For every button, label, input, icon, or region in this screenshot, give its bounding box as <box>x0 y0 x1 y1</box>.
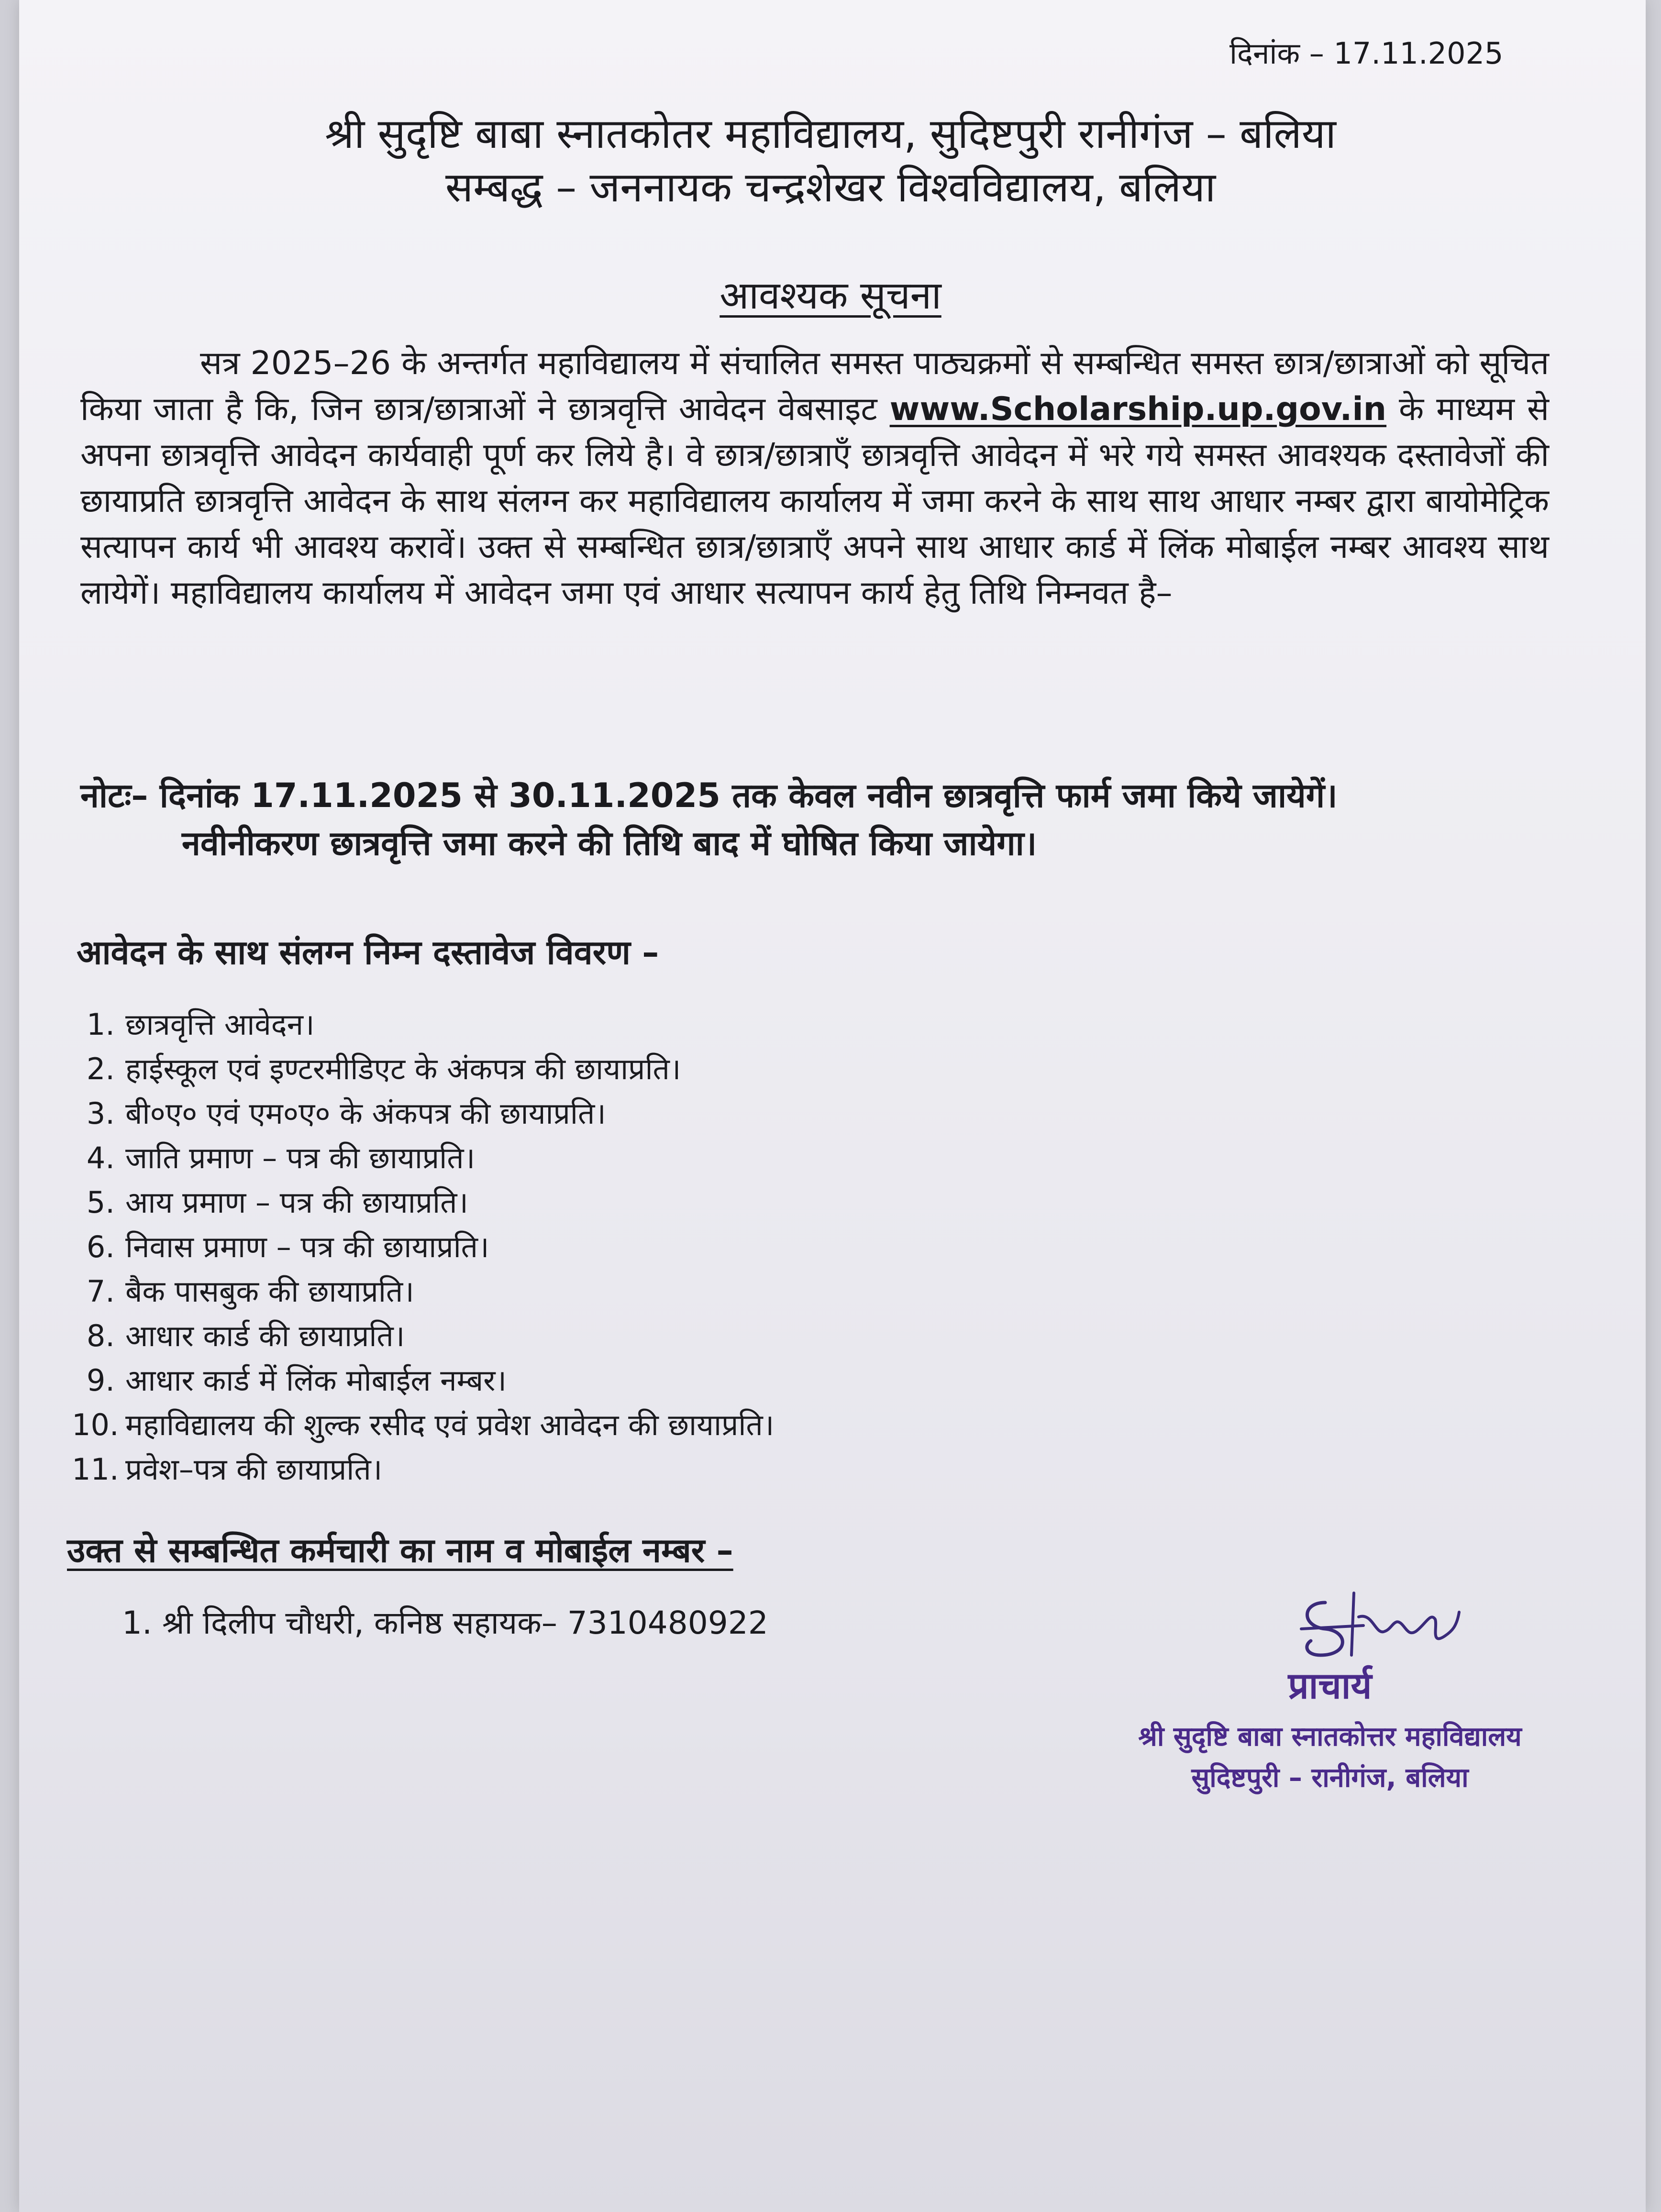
document-item-number: 3. <box>86 1096 115 1131</box>
document-item-text: आधार कार्ड में लिंक मोबाईल नम्बर। <box>125 1363 507 1398</box>
document-item <box>72 1447 774 1492</box>
document-item <box>72 1002 774 1047</box>
scholarship-website-link[interactable]: www.Scholarship.up.gov.in <box>889 390 1387 428</box>
document-item-text: आधार कार्ड की छायाप्रति। <box>125 1318 405 1353</box>
document-item-number: 2. <box>86 1051 115 1086</box>
stamp-college-address: सुदिष्टपुरी – रानीगंज, बलिया <box>1191 1762 1469 1793</box>
document-item <box>72 1403 774 1447</box>
document-item-text: निवास प्रमाण – पत्र की छायाप्रति। <box>125 1229 489 1264</box>
principal-signature <box>1292 1583 1464 1665</box>
document-item-number: 1. <box>86 1007 115 1042</box>
notice-body-part1: सत्र 2025–26 के अन्तर्गत महाविद्यालय में संचालित समस्त पाठ्यक्रमों से सम्बन्धित समस्त छात्र/छात्राओं को सूचित किया जाता है कि, जिन छात्र/छात्राओं ने छात्रवृत्ति आवेदन वेबसाइट <box>80 344 1549 428</box>
document-item-text: बैक पासबुक की छायाप्रति। <box>125 1274 414 1309</box>
document-item <box>72 1180 774 1225</box>
notice-body <box>80 341 1549 616</box>
document-item-number: 8. <box>86 1318 115 1353</box>
notice-title <box>0 268 1661 320</box>
staff-heading: उक्त से सम्बन्धित कर्मचारी का नाम व मोबाईल नम्बर – <box>67 1531 733 1570</box>
notice-date: दिनांक – 17.11.2025 <box>1229 36 1504 71</box>
document-item <box>72 1358 774 1403</box>
document-item-text: हाईस्कूल एवं इण्टरमीडिएट के अंकपत्र की छायाप्रति। <box>125 1051 681 1086</box>
notice-body-part2: के माध्यम से अपना छात्रवृत्ति आवेदन कार्यवाही पूर्ण कर लिये है। वे छात्र/छात्राएँ छात्रवृत्ति आवेदन में भरे गये समस्त आवश्यक दस्तावेजों की छायाप्रति छात्रवृत्ति आवेदन के साथ संलग्न कर महाविद्यालय कार्यालय में जमा करने के साथ साथ आधार नम्बर द्वारा बायोमेट्रिक सत्यापन कार्य भी आवश्य करावें। उक्त से सम्बन्धित छात्र/छात्राएँ अपने साथ आधार कार्ड में लिंक मोबाईल नम्बर आवश्य साथ लायेगें। महाविद्यालय कार्यालय में आवेदन जमा एवं आधार सत्यापन कार्य हेतु तिथि निम्नवत है– <box>80 390 1549 612</box>
document-item-number: 4. <box>86 1140 115 1175</box>
document-item-number: 5. <box>86 1185 115 1220</box>
document-item-text: महाविद्यालय की शुल्क रसीद एवं प्रवेश आवेदन की छायाप्रति। <box>125 1407 775 1442</box>
university-affiliation: सम्बद्ध – जननायक चन्द्रशेखर विश्वविद्यालय, बलिया <box>445 164 1216 211</box>
documents-heading: आवेदन के साथ संलग्न निम्न दस्तावेज विवरण – <box>77 933 659 972</box>
document-item <box>72 1136 774 1180</box>
documents-list <box>72 1002 774 1492</box>
college-name: श्री सुदृष्टि बाबा स्नातकोतर महाविद्यालय, सुदिष्टपुरी रानीगंज – बलिया <box>325 110 1336 158</box>
principal-title: प्राचार्य <box>1288 1664 1372 1707</box>
document-item <box>72 1091 774 1136</box>
document-item-text: आय प्रमाण – पत्र की छायाप्रति। <box>125 1185 468 1220</box>
staff-contact: 1. श्री दिलीप चौधरी, कनिष्ठ सहायक– 7310480922 <box>122 1604 768 1641</box>
document-item-text: छात्रवृत्ति आवेदन। <box>125 1007 315 1042</box>
document-item-number: 9. <box>86 1363 115 1398</box>
notice-title-text: आवश्यक सूचना <box>720 273 941 318</box>
document-item-number: 7. <box>86 1274 115 1309</box>
document-item-text: जाति प्रमाण – पत्र की छायाप्रति। <box>125 1140 476 1175</box>
note-line-1: नोटः– दिनांक 17.11.2025 से 30.11.2025 तक केवल नवीन छात्रवृत्ति फार्म जमा किये जायेगें। <box>80 776 1338 815</box>
document-item-number: 10. <box>72 1407 119 1442</box>
document-item <box>72 1269 774 1314</box>
stamp-college-name: श्री सुदृष्टि बाबा स्नातकोत्तर महाविद्यालय <box>1138 1721 1522 1752</box>
document-item <box>72 1314 774 1358</box>
document-item-number: 11. <box>72 1452 119 1487</box>
document-item <box>72 1225 774 1269</box>
document-item-number: 6. <box>86 1229 115 1264</box>
document-item <box>72 1047 774 1091</box>
note-line-2: नवीनीकरण छात्रवृत्ति जमा करने की तिथि बाद में घोषित किया जायेगा। <box>182 824 1037 863</box>
document-item-text: बी०ए० एवं एम०ए० के अंकपत्र की छायाप्रति। <box>125 1096 606 1131</box>
document-item-text: प्रवेश–पत्र की छायाप्रति। <box>125 1452 383 1487</box>
